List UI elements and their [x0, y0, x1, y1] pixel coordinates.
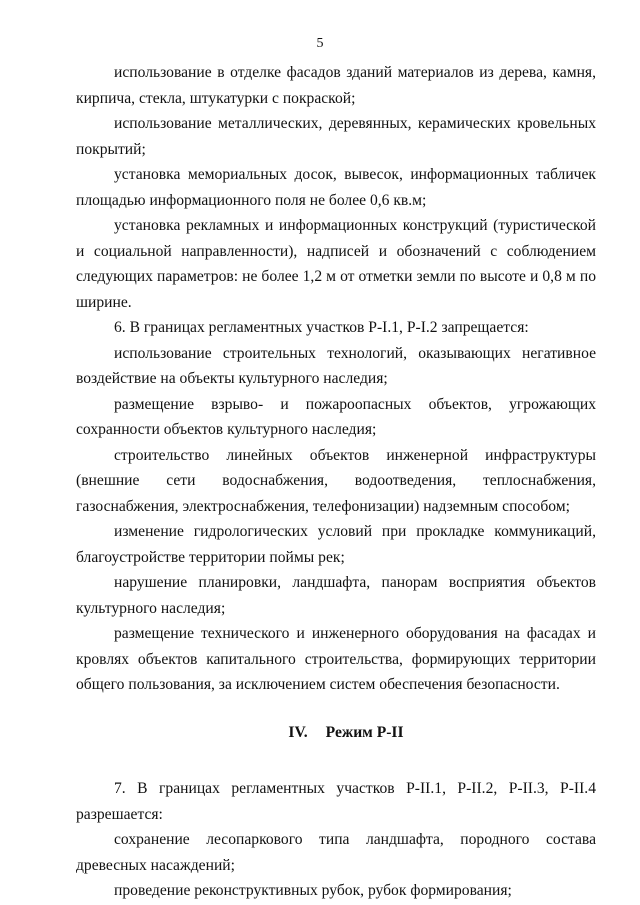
page-number: 5 — [316, 36, 324, 51]
paragraph: использование строительных технологий, оказывающих негативное воздействие на объекты культурного наследия; — [76, 344, 596, 387]
paragraph: изменение гидрологических условий при прокладке коммуникаций, благоустройстве территории поймы рек; — [76, 523, 596, 566]
document-body — [76, 60, 596, 904]
section-number: IV. — [288, 723, 308, 741]
paragraph: размещение взрыво- и пожароопасных объектов, угрожающих сохранности объектов культурного наследия; — [76, 395, 596, 438]
section-title: Режим Р-II — [325, 723, 404, 741]
paragraph: сохранение лесопаркового типа ландшафта, породного состава древесных насаждений; — [76, 831, 596, 874]
section-heading — [76, 720, 596, 746]
paragraph: установка рекламных и информационных конструкций (туристической и социальной направленности), надписей и обозначений с соблюдением следующих параметров: не более 1,2 м от отметки земли по высоте и 0,8 м по ширине. — [76, 217, 596, 311]
paragraph: использование в отделке фасадов зданий материалов из дерева, камня, кирпича, стекла, штукатурки с покраской; — [76, 64, 596, 107]
paragraph: проведение реконструктивных рубок, рубок формирования; — [114, 882, 512, 899]
paragraph: строительство линейных объектов инженерной инфраструктуры (внешние сети водоснабжения, водоотведения, теплоснабжения, газоснабжения, электроснабжения, телефонизации) надземным способом; — [76, 446, 596, 515]
paragraph: установка мемориальных досок, вывесок, информационных табличек площадью информационного поля не более 0,6 кв.м; — [76, 166, 596, 209]
clause-6-heading: 6. В границах регламентных участков Р-I.1, Р-I.2 запрещается: — [114, 319, 529, 336]
paragraph: использование металлических, деревянных, керамических кровельных покрытий; — [76, 115, 596, 158]
paragraph: нарушение планировки, ландшафта, панорам восприятия объектов культурного наследия; — [76, 574, 596, 617]
clause-7-heading: 7. В границах регламентных участков Р-II.1, Р-II.2, Р-II.3, Р-II.4 разрешается: — [76, 780, 596, 823]
paragraph: размещение технического и инженерного оборудования на фасадах и кровлях объектов капитального строительства, формирующих территории общего пользования, за исключением систем обеспечения безопасности. — [76, 625, 596, 693]
